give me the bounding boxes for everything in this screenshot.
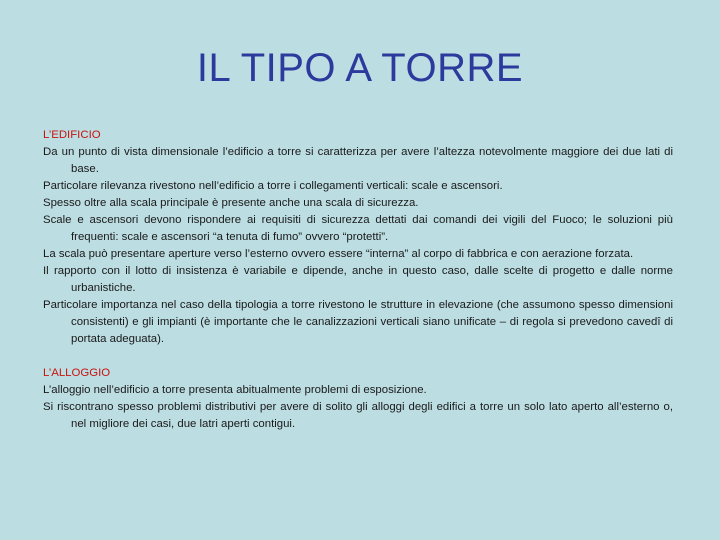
- paragraph: L’alloggio nell’edificio a torre presenta abitualmente problemi di esposizione.: [43, 384, 427, 396]
- paragraph: Scale e ascensori devono rispondere ai requisiti di sicurezza dettati dai comandi dei vigili del Fuoco; le soluzioni più frequenti: scale e ascensori “a tenuta di fumo” ovvero “protetti”.: [43, 214, 673, 243]
- slide-title: IL TIPO A TORRE: [196, 46, 524, 90]
- section-heading-edificio: L’EDIFICIO: [43, 129, 101, 141]
- paragraph: Particolare importanza nel caso della tipologia a torre rivestono le strutture in elevazione (che assumono spesso dimensioni consistenti) e gli impianti (è importante che le canalizzazioni verticali siano unificate – di regola si prevedono cavedî di portata adeguata).: [43, 299, 673, 345]
- paragraph: Spesso oltre alla scala principale è presente anche una scala di sicurezza.: [43, 197, 419, 209]
- paragraph: La scala può presentare aperture verso l’esterno ovvero essere “interna” al corpo di fabbrica e con aerazione forzata.: [43, 248, 634, 260]
- paragraph: Particolare rilevanza rivestono nell’edificio a torre i collegamenti verticali: scale e ascensori.: [43, 180, 503, 192]
- paragraph: Da un punto di vista dimensionale l’edificio a torre si caratterizza per avere l’altezza notevolmente maggiore dei due lati di base.: [43, 146, 673, 175]
- section-heading-alloggio: L’ALLOGGIO: [43, 367, 111, 379]
- paragraph: Il rapporto con il lotto di insistenza è variabile e dipende, anche in questo caso, dalle scelte di progetto e dalle norme urbanistiche.: [43, 265, 673, 294]
- paragraph: Si riscontrano spesso problemi distributivi per avere di solito gli alloggi degli edifici a torre un solo lato aperto all’esterno o, nel migliore dei casi, due latri aperti contigui.: [43, 401, 673, 430]
- slide-body: [43, 127, 673, 433]
